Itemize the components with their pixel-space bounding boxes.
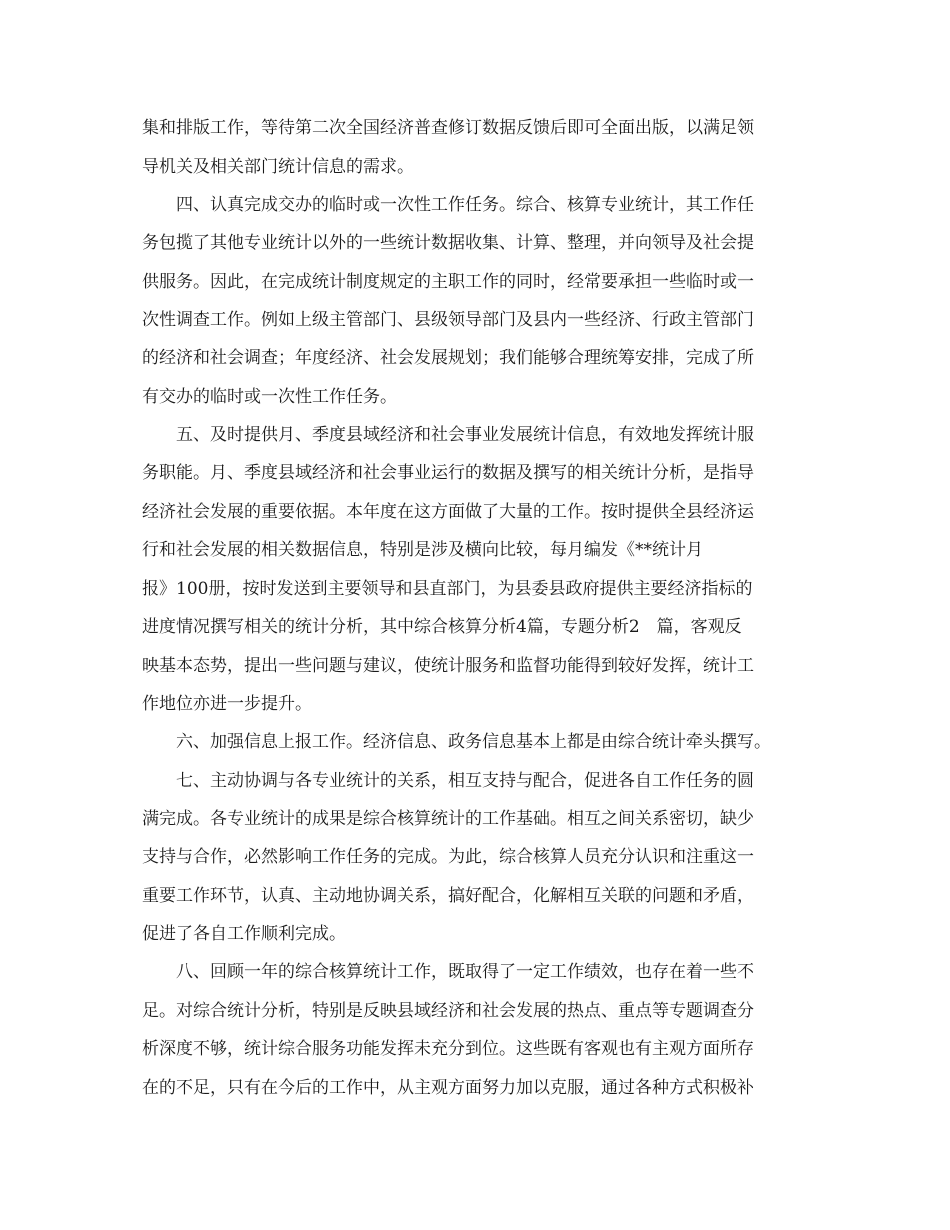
text-line: 集和排版工作，等待第二次全国经济普查修订数据反馈后即可全面出版，以满足领 <box>142 118 754 138</box>
text-line: 导机关及相关部门统计信息的需求。 <box>142 157 414 177</box>
paragraph-start-line: 五、及时提供月、季度县域经济和社会事业发展统计信息，有效地发挥统计服 <box>176 425 754 445</box>
text-line: 行和社会发展的相关数据信息，特别是涉及横向比较，每月编发《**统计月 <box>142 540 703 560</box>
text-line: 报》100册，按时发送到主要领导和县直部门，为县委县政府提供主要经济指标的 <box>142 579 753 599</box>
paragraph-start-line: 六、加强信息上报工作。经济信息、政务信息基本上都是由综合统计牵头撰写。 <box>176 732 771 752</box>
text-line: 次性调查工作。例如上级主管部门、县级领导部门及县内一些经济、行政主管部门 <box>142 310 754 330</box>
text-line: 重要工作环节，认真、主动地协调关系，搞好配合，化解相互关联的问题和矛盾， <box>142 886 754 906</box>
text-line: 的经济和社会调查；年度经济、社会发展规划；我们能够合理统筹安排，完成了所 <box>142 348 754 368</box>
paragraph-start-line: 八、回顾一年的综合核算统计工作，既取得了一定工作绩效，也存在着一些不 <box>176 962 754 982</box>
text-line: 经济社会发展的重要依据。本年度在这方面做了大量的工作。按时提供全县经济运 <box>142 502 754 522</box>
text-line: 有交办的临时或一次性工作任务。 <box>142 387 397 407</box>
text-line: 务职能。月、季度县域经济和社会事业运行的数据及撰写的相关统计分析，是指导 <box>142 463 754 483</box>
text-line: 在的不足，只有在今后的工作中，从主观方面努力加以克服，通过各种方式积极补 <box>142 1078 754 1098</box>
text-line: 析深度不够，统计综合服务功能发挥未充分到位。这些既有客观也有主观方面所存 <box>142 1039 754 1059</box>
paragraph-start-line: 七、主动协调与各专业统计的关系，相互支持与配合，促进各自工作任务的圆 <box>176 771 754 791</box>
text-line: 促进了各自工作顺利完成。 <box>142 924 346 944</box>
text-line: 满完成。各专业统计的成果是综合核算统计的工作基础。相互之间关系密切，缺少 <box>142 809 754 829</box>
text-line: 支持与合作，必然影响工作任务的完成。为此，综合核算人员充分认识和注重这一 <box>142 847 754 867</box>
text-line: 作地位亦进一步提升。 <box>142 694 312 714</box>
paragraph-start-line: 四、认真完成交办的临时或一次性工作任务。综合、核算专业统计，其工作任 <box>176 195 754 215</box>
text-line: 务包揽了其他专业统计以外的一些统计数据收集、计算、整理，并向领导及社会提 <box>142 233 754 253</box>
text-line: 进度情况撰写相关的统计分析，其中综合核算分析4篇，专题分析2 篇，客观反 <box>142 617 742 637</box>
text-line: 足。对综合统计分析，特别是反映县域经济和社会发展的热点、重点等专题调查分 <box>142 1001 754 1021</box>
text-line: 映基本态势，提出一些问题与建议，使统计服务和监督功能得到较好发挥，统计工 <box>142 656 754 676</box>
text-line: 供服务。因此，在完成统计制度规定的主职工作的同时，经常要承担一些临时或一 <box>142 272 754 292</box>
